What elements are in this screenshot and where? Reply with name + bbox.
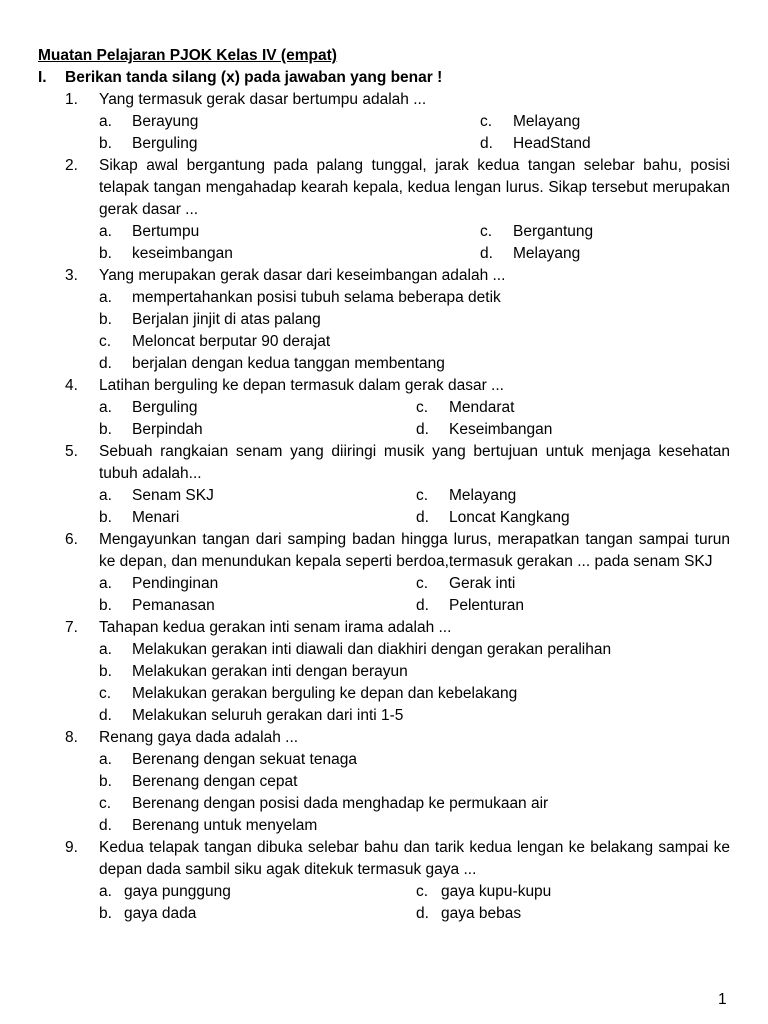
option-letter: a. [99, 883, 112, 900]
question-text: Renang gaya dada adalah ... [99, 729, 299, 746]
question-item [38, 617, 730, 727]
option-text: Berenang dengan cepat [132, 773, 298, 790]
question-number: 6. [65, 531, 78, 548]
option-text: Melayang [449, 487, 517, 504]
question-text: Tahapan kedua gerakan inti senam irama adalah ... [99, 619, 452, 636]
option-letter: a. [99, 575, 112, 592]
answer-option[interactable] [480, 221, 730, 243]
option-letter: d. [416, 421, 429, 438]
question-text: Mengayunkan tangan dari samping badan hingga lurus, merapatkan tangan sampai turun ke depan, dan menundukan kepala seperti berdoa,termasuk gerakan ... pada senam SKJ [99, 531, 730, 570]
answer-option[interactable] [99, 815, 730, 837]
answer-option[interactable] [480, 243, 730, 265]
option-letter: c. [99, 685, 112, 702]
answer-option[interactable] [416, 507, 730, 529]
option-text: Menari [132, 509, 180, 526]
answer-option[interactable] [416, 573, 730, 595]
option-text: gaya kupu-kupu [441, 883, 552, 900]
option-letter: a. [99, 641, 112, 658]
option-letter: d. [99, 707, 112, 724]
option-text: keseimbangan [132, 245, 233, 262]
answer-option[interactable] [99, 903, 416, 925]
answer-option[interactable] [99, 221, 480, 243]
answer-option[interactable] [99, 793, 730, 815]
option-text: gaya punggung [124, 883, 231, 900]
option-text: Berjalan jinjit di atas palang [132, 311, 321, 328]
option-letter: c. [480, 113, 493, 130]
answer-option[interactable] [99, 749, 730, 771]
question-number: 8. [65, 729, 78, 746]
answer-option[interactable] [99, 771, 730, 793]
option-text: Berguling [132, 135, 198, 152]
question-text: Latihan berguling ke depan termasuk dalam gerak dasar ... [99, 377, 504, 394]
option-letter: b. [99, 663, 112, 680]
option-text: Meloncat berputar 90 derajat [132, 333, 331, 350]
answer-option[interactable] [99, 881, 416, 903]
option-text: Senam SKJ [132, 487, 214, 504]
option-letter: b. [99, 773, 112, 790]
answer-option[interactable] [99, 573, 416, 595]
option-text: Keseimbangan [449, 421, 553, 438]
option-letter: b. [99, 905, 112, 922]
question-item [38, 265, 730, 375]
option-text: berjalan dengan kedua tanggan membentang [132, 355, 445, 372]
answer-option[interactable] [99, 309, 730, 331]
answer-option[interactable] [99, 661, 730, 683]
option-letter: d. [416, 509, 429, 526]
option-letter: c. [99, 795, 112, 812]
option-text: Melakukan gerakan inti diawali dan diakhiri dengan gerakan peralihan [132, 641, 612, 658]
answer-option[interactable] [416, 595, 730, 617]
answer-options [99, 485, 730, 529]
answer-option[interactable] [99, 419, 416, 441]
answer-option[interactable] [416, 903, 730, 925]
question-number: 5. [65, 443, 78, 460]
option-letter: d. [99, 817, 112, 834]
option-text: Berenang untuk menyelam [132, 817, 318, 834]
question-text: Yang termasuk gerak dasar bertumpu adalah ... [99, 91, 427, 108]
question-number: 1. [65, 91, 78, 108]
option-letter: a. [99, 751, 112, 768]
question-item [38, 155, 730, 265]
question-item [38, 837, 730, 925]
section-instruction-text: Berikan tanda silang (x) pada jawaban yang benar ! [65, 69, 443, 86]
answer-option[interactable] [99, 397, 416, 419]
option-letter: a. [99, 113, 112, 130]
option-letter: c. [416, 487, 429, 504]
answer-option[interactable] [99, 639, 730, 661]
option-letter: d. [99, 355, 112, 372]
option-text: Pemanasan [132, 597, 215, 614]
answer-option[interactable] [99, 287, 730, 309]
answer-options [99, 221, 730, 265]
option-letter: c. [416, 575, 429, 592]
answer-option[interactable] [99, 485, 416, 507]
question-text: Yang merupakan gerak dasar dari keseimbangan adalah ... [99, 267, 506, 284]
option-letter: b. [99, 311, 112, 328]
answer-option[interactable] [99, 683, 730, 705]
option-letter: c. [416, 399, 429, 416]
option-letter: d. [480, 135, 493, 152]
answer-option[interactable] [99, 595, 416, 617]
answer-option[interactable] [416, 881, 730, 903]
option-letter: a. [99, 399, 112, 416]
question-number: 7. [65, 619, 78, 636]
option-text: Pendinginan [132, 575, 219, 592]
question-item [38, 529, 730, 617]
option-letter: b. [99, 509, 112, 526]
answer-option[interactable] [480, 111, 730, 133]
question-text: Sikap awal bergantung pada palang tunggal, jarak kedua tangan selebar bahu, posisi telapak tangan mengahadap kearah kepala, kedua lengan lurus. Sikap tersebut merupakan gerak dasar ... [99, 157, 730, 218]
option-text: Melakukan gerakan berguling ke depan dan kebelakang [132, 685, 518, 702]
page-number: 1 [718, 991, 727, 1008]
answer-option[interactable] [480, 133, 730, 155]
option-text: Berpindah [132, 421, 203, 438]
option-text: Bergantung [513, 223, 594, 240]
answer-options [99, 573, 730, 617]
answer-option[interactable] [99, 353, 730, 375]
option-text: gaya bebas [441, 905, 522, 922]
answer-options [99, 111, 730, 155]
option-text: gaya dada [124, 905, 197, 922]
question-item [38, 375, 730, 441]
question-item [38, 727, 730, 837]
section-instruction [38, 67, 442, 89]
question-list [38, 89, 730, 925]
option-text: Berenang dengan sekuat tenaga [132, 751, 357, 768]
option-text: Pelenturan [449, 597, 524, 614]
answer-options [99, 397, 730, 441]
option-letter: b. [99, 597, 112, 614]
section-number: I. [38, 69, 47, 86]
answer-option[interactable] [416, 419, 730, 441]
answer-option[interactable] [99, 243, 480, 265]
page-title: Muatan Pelajaran PJOK Kelas IV (empat) [38, 47, 337, 64]
option-text: Melayang [513, 113, 581, 130]
question-item [38, 89, 730, 155]
answer-option[interactable] [99, 111, 480, 133]
option-text: Bertumpu [132, 223, 200, 240]
option-text: Melayang [513, 245, 581, 262]
option-text: Mendarat [449, 399, 515, 416]
option-letter: a. [99, 487, 112, 504]
answer-options [99, 639, 730, 727]
option-letter: a. [99, 289, 112, 306]
question-number: 3. [65, 267, 78, 284]
answer-option[interactable] [99, 133, 480, 155]
option-text: HeadStand [513, 135, 591, 152]
option-text: Berenang dengan posisi dada menghadap ke permukaan air [132, 795, 549, 812]
option-letter: c. [416, 883, 429, 900]
option-letter: b. [99, 245, 112, 262]
question-number: 2. [65, 157, 78, 174]
option-text: mempertahankan posisi tubuh selama beberapa detik [132, 289, 501, 306]
answer-options [99, 749, 730, 837]
answer-option[interactable] [416, 485, 730, 507]
option-letter: a. [99, 223, 112, 240]
option-letter: b. [99, 421, 112, 438]
option-letter: b. [99, 135, 112, 152]
answer-option[interactable] [99, 507, 416, 529]
option-letter: c. [99, 333, 112, 350]
option-text: Gerak inti [449, 575, 516, 592]
option-text: Berayung [132, 113, 199, 130]
answer-option[interactable] [99, 705, 730, 727]
question-number: 9. [65, 839, 78, 856]
answer-option[interactable] [99, 331, 730, 353]
answer-options [99, 287, 730, 375]
question-item [38, 441, 730, 529]
option-text: Berguling [132, 399, 198, 416]
option-letter: d. [480, 245, 493, 262]
option-text: Melakukan seluruh gerakan dari inti 1-5 [132, 707, 404, 724]
question-text: Kedua telapak tangan dibuka selebar bahu dan tarik kedua lengan ke belakang sampai ke depan dada sambil siku agak ditekuk termasuk gaya ... [99, 839, 730, 878]
question-text: Sebuah rangkaian senam yang diiringi musik yang bertujuan untuk menjaga kesehatan tubuh adalah... [99, 443, 730, 482]
option-letter: c. [480, 223, 493, 240]
question-number: 4. [65, 377, 78, 394]
option-letter: d. [416, 597, 429, 614]
option-text: Melakukan gerakan inti dengan berayun [132, 663, 408, 680]
answer-option[interactable] [416, 397, 730, 419]
option-letter: d. [416, 905, 429, 922]
answer-options [99, 881, 730, 925]
option-text: Loncat Kangkang [449, 509, 570, 526]
